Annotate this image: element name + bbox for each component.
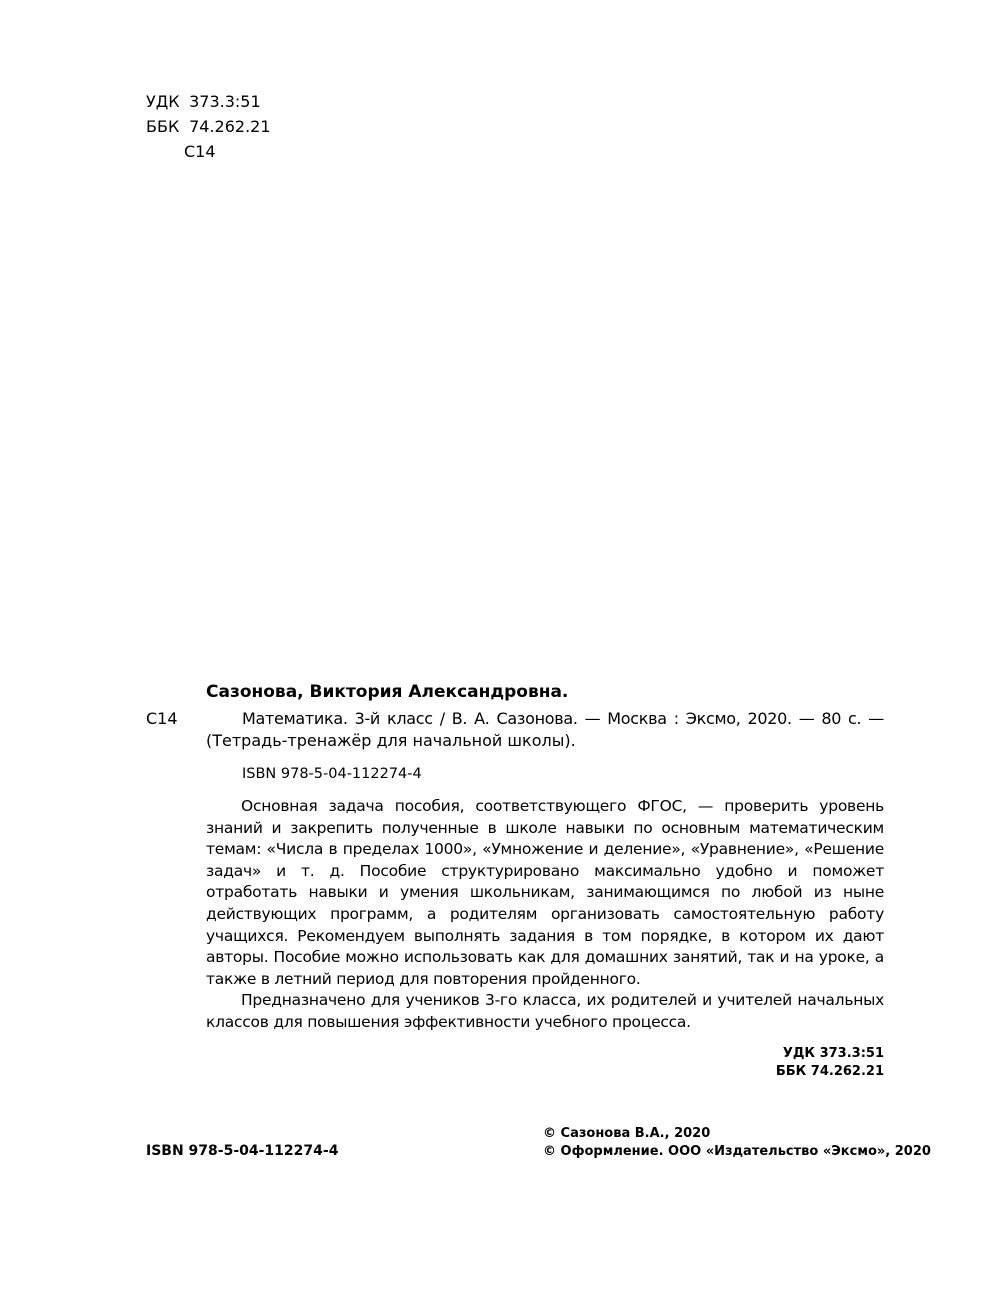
bbk-label: ББК — [146, 117, 180, 136]
udk-line — [146, 89, 271, 114]
udk-label: УДК — [146, 92, 180, 111]
title-line-1: Математика. 3-й класс / В. А. Сазонова. — Москва : Эксмо, 2020. — 80 с. — — [242, 709, 884, 728]
annotation-paragraph-2: Предназначено для учеников 3-го класса, их родителей и учителей начальных классов для повышения эффективности учебного процесса. — [206, 991, 884, 1031]
udk-value: 373.3:51 — [189, 92, 261, 111]
footer-isbn: ISBN 978-5-04-112274-4 — [146, 1143, 339, 1159]
bottom-bbk: ББК 74.262.21 — [775, 1064, 884, 1079]
annotation-paragraph-1: Основная задача пособия, соответствующего ФГОС, — проверить уровень знаний и закрепить полученные в школе навыки по основным математическим темам: «Числа в пределах 1000», «Умножение и деление», «Уравнение», «Решение задач» и т. д. Пособие структурировано максимально удобно и поможет отработать навыки и умения школьникам, занимающимся по любой из ныне действующих программ, а родителям организовать самостоятельную работу учащихся. Рекомендуем выполнять задания в том порядке, в котором их дают авторы. Пособие можно использовать как для домашних занятий, так и на уроке, а также в летний период для повторения пройденного. — [206, 797, 884, 988]
record-isbn: ISBN 978-5-04-112274-4 — [242, 766, 422, 782]
author-mark-record: С14 — [146, 709, 178, 728]
bottom-classification-codes — [776, 1045, 884, 1081]
copyright-design: © Оформление. ООО «Издательство «Эксмо», 2020 — [543, 1144, 931, 1159]
bbk-value: 74.262.21 — [189, 117, 271, 136]
top-classification-codes — [146, 89, 271, 164]
author-heading: Сазонова, Виктория Александровна. — [206, 682, 569, 702]
copyright-author: © Сазонова В.А., 2020 — [543, 1126, 711, 1141]
author-mark-top: С14 — [184, 142, 216, 161]
title-line-2: (Тетрадь-тренажёр для начальной школы). — [206, 731, 576, 750]
bbk-line — [146, 114, 271, 139]
annotation — [206, 796, 884, 1034]
author-mark-line — [146, 139, 271, 164]
bottom-udk: УДК 373.3:51 — [782, 1046, 884, 1061]
copyright-block — [543, 1125, 931, 1161]
